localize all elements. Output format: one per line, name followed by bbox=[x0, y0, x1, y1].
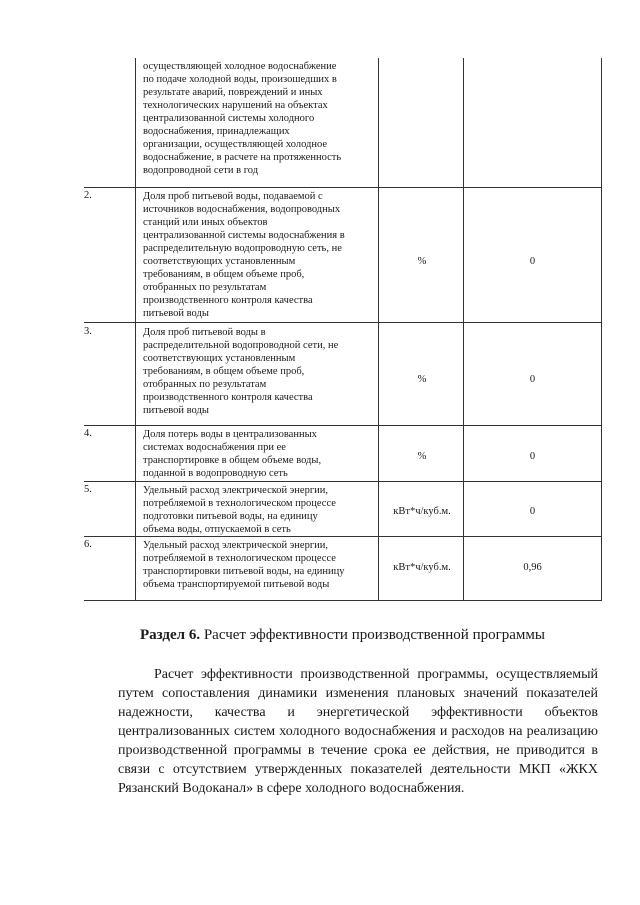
table-row-divider bbox=[84, 322, 602, 323]
table-row-value: 0 bbox=[529, 256, 536, 267]
table-row-value: 0 bbox=[529, 374, 536, 385]
table-border-unit bbox=[463, 58, 464, 601]
section-label: Раздел 6. bbox=[140, 627, 201, 643]
table-row-divider bbox=[84, 425, 602, 426]
table-row-value: 0 bbox=[529, 506, 536, 517]
section-title: Расчет эффективности производственной программы bbox=[200, 627, 545, 643]
table-row-description: Доля потерь воды в централизованных системах водоснабжения при ее транспортировке в общем объеме воды, поданной в водопроводную сеть bbox=[143, 429, 322, 479]
table-row-description: Доля проб питьевой воды в распределительной водопроводной сети, не соответствующих установленным требованиям, в общем объеме проб, отобранных по результатам производственного контроля качества питьевой воды bbox=[143, 327, 339, 416]
table-row-number: 4. bbox=[84, 428, 92, 439]
table-row-unit: % bbox=[417, 256, 427, 267]
table-bottom-border bbox=[84, 600, 602, 601]
table-row-number: 5. bbox=[84, 484, 92, 495]
table-row-description: Удельный расход электрической энергии, потребляемой в технологическом процессе подготовки питьевой воды, на единицу объема воды, отпускаемой в сеть bbox=[143, 485, 336, 535]
table-row-unit: кВт*ч/куб.м. bbox=[393, 506, 451, 517]
table-row-divider bbox=[84, 187, 602, 188]
table-row-description: Удельный расход электрической энергии, потребляемой в технологическом процессе транспортировки питьевой воды, на единицу объема транспортируемой питьевой воды bbox=[143, 540, 345, 590]
table-row-number: 6. bbox=[84, 539, 92, 550]
body-paragraph: Расчет эффективности производственной программы, осуществляемый путем сопоставления динамики изменения плановых значений показателей надежности, качества и энергетической эффективности объектов централизованных систем холодного водоснабжения и расходов на реализацию производственной программы в течение срока ее действия, не приводится в связи с отсутствием утвержденных показателей деятельности МКП «ЖКХ Рязанский Водоканал» в сфере холодного водоснабжения. bbox=[118, 667, 598, 796]
table-border-left bbox=[135, 58, 136, 601]
table-row-value: 0 bbox=[529, 451, 536, 462]
table-border-right bbox=[601, 58, 602, 601]
table-row-number: 2. bbox=[84, 190, 92, 201]
table-row-description: осуществляющей холодное водоснабжение по подаче холодной воды, произошедших в результате аварий, повреждений и иных технологических нарушений на объектах централизованной системы холодного водоснабжения, принадлежащих организации, осуществляющей холодное водоснабжение, в расчете на протяженность водопроводной сети в год bbox=[143, 61, 342, 176]
table-row-unit: % bbox=[417, 451, 427, 462]
table-row-unit: кВт*ч/куб.м. bbox=[393, 562, 451, 573]
section-heading bbox=[140, 627, 610, 644]
table-row-divider bbox=[84, 481, 602, 482]
table-row-description: Доля проб питьевой воды, подаваемой с источников водоснабжения, водопроводных станций или иных объектов централизованной системы водоснабжения в распределительную водопроводную сеть, не соответствующих установленным требованиям, в общем объеме проб, отобранных по результатам производственного контроля качества питьевой воды bbox=[143, 191, 345, 319]
table-row-value: 0,96 bbox=[523, 562, 542, 573]
table-row-divider bbox=[84, 536, 602, 537]
table-row-number: 3. bbox=[84, 326, 92, 337]
table-row-unit: % bbox=[417, 374, 427, 385]
